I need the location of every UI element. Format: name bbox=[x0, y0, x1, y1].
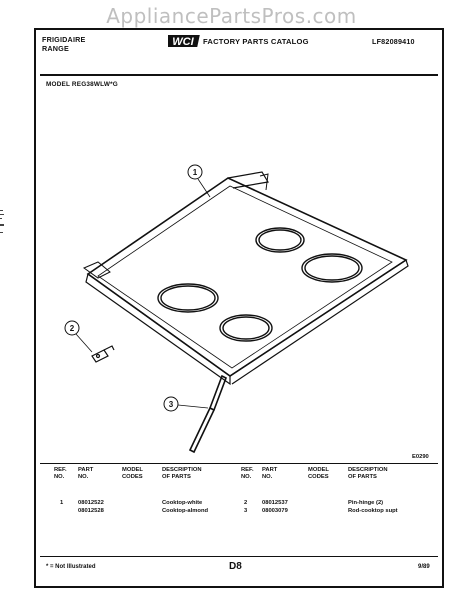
row-desc: Cooktop-white bbox=[162, 500, 203, 506]
row-part: 08003079 bbox=[262, 508, 288, 514]
catalog-title: FACTORY PARTS CATALOG bbox=[203, 37, 309, 46]
row-ref: 1 bbox=[60, 500, 64, 506]
row-desc: Rod-cooktop supt bbox=[348, 508, 398, 514]
row-desc: Cooktop-almond bbox=[162, 508, 209, 514]
right-header-model: MODEL CODES bbox=[308, 467, 329, 480]
left-header-part: PART NO. bbox=[78, 467, 94, 480]
scan-edge-marks bbox=[0, 180, 6, 240]
watermark: AppliancePartsPros.com bbox=[106, 4, 357, 28]
footnote: * = Not Illustrated bbox=[46, 564, 96, 570]
model-number: MODEL REG38WLW*G bbox=[46, 81, 118, 88]
callout-1-label: 1 bbox=[192, 168, 198, 177]
hinge-pin bbox=[92, 346, 114, 362]
right-header-ref: REF. NO. bbox=[241, 467, 254, 480]
support-rod bbox=[190, 376, 226, 452]
svg-text:WCI bbox=[172, 36, 194, 48]
footer-rule bbox=[40, 556, 438, 557]
logo-text: WCI bbox=[172, 36, 194, 48]
row-ref: 2 bbox=[244, 500, 248, 506]
row-ref: 3 bbox=[244, 508, 248, 514]
right-header-desc: DESCRIPTION OF PARTS bbox=[348, 467, 388, 480]
header-rule bbox=[40, 74, 438, 76]
figure-code: E0290 bbox=[412, 454, 429, 460]
callout-1 bbox=[188, 165, 202, 179]
row-part: 08012537 bbox=[262, 500, 288, 506]
left-header-desc: DESCRIPTION OF PARTS bbox=[162, 467, 202, 480]
row-desc: Pin-hinge (2) bbox=[348, 500, 384, 506]
page-code: D8 bbox=[229, 561, 242, 572]
callout-2-label: 2 bbox=[69, 324, 75, 333]
revision-date: 9/89 bbox=[418, 564, 430, 570]
burner-openings bbox=[158, 228, 362, 341]
row-part: 08012522 bbox=[78, 500, 104, 506]
callout-2 bbox=[65, 321, 79, 335]
row-part: 08012528 bbox=[78, 508, 104, 514]
cooktop-panel bbox=[84, 172, 408, 384]
brand-line-1: FRIGIDAIRE bbox=[42, 35, 86, 44]
callout-3-label: 3 bbox=[168, 400, 174, 409]
parts-diagram bbox=[40, 150, 438, 460]
right-header-part: PART NO. bbox=[262, 467, 278, 480]
left-header-ref: REF. NO. bbox=[54, 467, 67, 480]
catalog-number: LF82089410 bbox=[372, 37, 415, 46]
wci-logo bbox=[168, 34, 200, 48]
brand-line-2: RANGE bbox=[42, 44, 69, 53]
table-top-rule bbox=[40, 463, 438, 464]
callout-3 bbox=[164, 397, 178, 411]
left-header-model: MODEL CODES bbox=[122, 467, 143, 480]
